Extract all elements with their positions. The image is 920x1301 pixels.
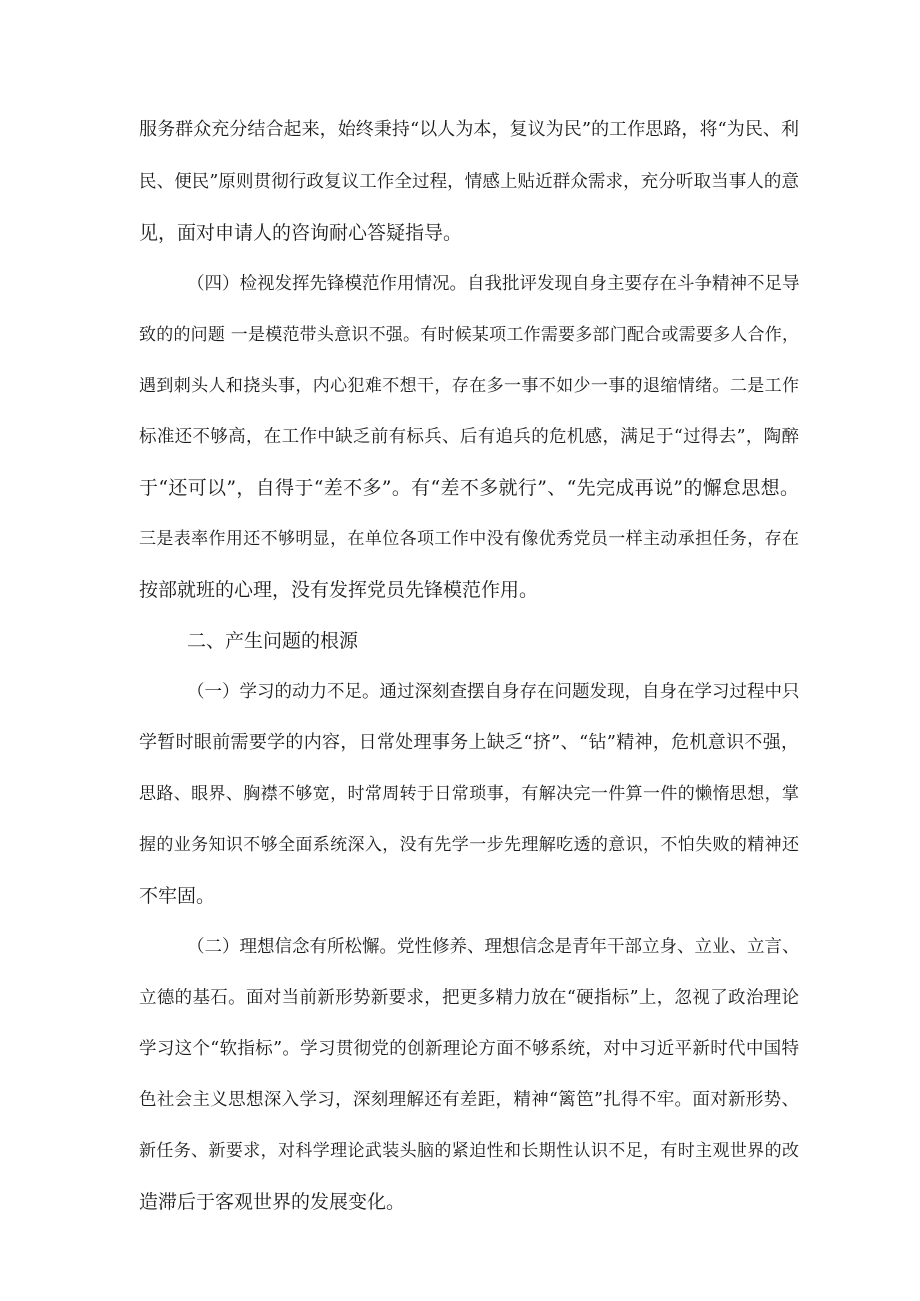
text-line: 学暂时眼前需要学的内容，日常处理事务上缺乏“挤”、“钻”精神，危机意识不强，: [139, 732, 799, 753]
text-line: 思路、眼界、胸襟不够宽，时常周转于日常琐事，有解决完一件算一件的懒惰思想，掌: [139, 784, 799, 804]
text-line: （四）检视发挥先锋模范作用情况。自我批评发现自身主要存在斗争精神不足导: [187, 274, 800, 294]
text-line: 学习这个“软指标”。学习贯彻党的创新理论方面不够系统，对中习近平新时代中国特: [139, 1039, 799, 1059]
text-line: 于“还可以”，自得于“差不多”。有“差不多就行”、“先完成再说”的懈怠思想。: [139, 477, 799, 499]
text-line: 色社会主义思想深入学习，深刻理解还有差距，精神“篱笆”扎得不牢。面对新形势、: [139, 1090, 799, 1110]
text-line: 服务群众充分结合起来，始终秉持“以人为本，复议为民”的工作思路，将“为民、利: [139, 119, 799, 140]
text-line: 致的的问题 一是模范带头意识不强。有时候某项工作需要多部门配合或需要多人合作，: [139, 325, 799, 345]
text-line: （二）理想信念有所松懈。党性修养、理想信念是青年干部立身、立业、立言、: [187, 937, 800, 957]
text-line: （一）学习的动力不足。通过深刻查摆自身存在问题发现，自身在学习过程中只: [187, 682, 800, 702]
text-line: 新任务、新要求，对科学理论武装头脑的紧迫性和长期性认识不足，有时主观世界的改: [139, 1141, 799, 1161]
text-line: 三是表率作用还不够明显，在单位各项工作中没有像优秀党员一样主动承担任务，存在: [139, 529, 799, 549]
text-line: 造滞后于客观世界的发展变化。: [139, 1191, 406, 1213]
text-line: 不牢固。: [139, 885, 216, 907]
text-line: 标准还不够高，在工作中缺乏前有标兵、后有追兵的危机感，满足于“过得去”，陶醉: [139, 427, 799, 447]
text-line: 立德的基石。面对当前新形势新要求，把更多精力放在“硬指标”上，忽视了政治理论: [139, 988, 799, 1008]
text-line: 握的业务知识不够全面系统深入，没有先学一步先理解吃透的意识，不怕失败的精神还: [139, 835, 799, 855]
text-line: 见，面对申请人的咨询耐心答疑指导。: [139, 222, 463, 244]
text-line: 遇到刺头人和挠头事，内心犯难不想干，存在多一事不如少一事的退缩情绪。二是工作: [139, 376, 799, 396]
section-heading: 二、产生问题的根源: [187, 630, 359, 652]
text-line: 民、便民”原则贯彻行政复议工作全过程，情感上贴近群众需求，充分听取当事人的意: [139, 172, 799, 192]
text-line: 按部就班的心理，没有发挥党员先锋模范作用。: [139, 579, 539, 601]
